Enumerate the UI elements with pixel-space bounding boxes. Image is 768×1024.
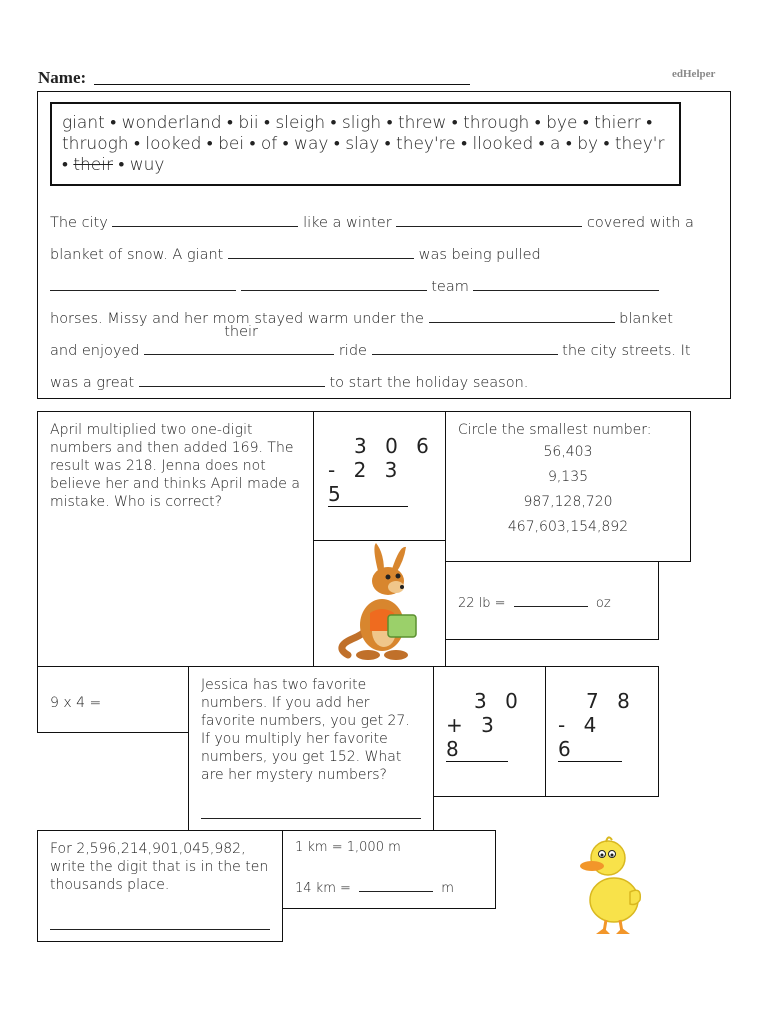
brand-label: edHelper xyxy=(672,68,716,80)
bullet-separator: • xyxy=(455,134,473,154)
place-value-text: For 2,596,214,901,045,982, write the digit that is in the ten thousands place. xyxy=(50,841,269,893)
place-value-box xyxy=(37,830,283,942)
bullet-separator: • xyxy=(325,113,342,133)
story-line: The city like a winter covered with a xyxy=(50,215,694,231)
addition-top: 3 0 xyxy=(474,689,524,713)
filled-answer: their xyxy=(224,324,259,340)
word-bank-word: slay xyxy=(345,134,380,154)
word-bank-text xyxy=(62,113,669,176)
word-bank-word: bye xyxy=(546,113,578,133)
blank[interactable] xyxy=(473,278,659,291)
smallest-number-box xyxy=(445,411,691,562)
kangaroo-image xyxy=(338,543,426,663)
story-text xyxy=(50,207,722,399)
addition-bottom: + 3 8 xyxy=(446,713,508,762)
answer-blank[interactable] xyxy=(359,879,433,892)
multiplication-problem: 9 x 4 = xyxy=(50,695,102,711)
subtraction-top: 3 0 6 xyxy=(354,434,435,458)
bullet-separator: • xyxy=(529,113,547,133)
bullet-separator: • xyxy=(560,134,578,154)
filled-blank[interactable] xyxy=(144,324,334,355)
word-bank-word: of xyxy=(260,134,278,154)
weight-conversion-box xyxy=(445,561,659,640)
word-bank-word: through xyxy=(463,113,530,133)
bullet-separator: • xyxy=(201,134,219,154)
bullet-separator: • xyxy=(381,113,398,133)
answer-line[interactable] xyxy=(50,929,270,930)
blank[interactable] xyxy=(372,342,558,355)
bullet-separator: • xyxy=(533,134,551,154)
km-fact: 1 km = 1,000 m xyxy=(295,840,401,855)
subtraction-box-1 xyxy=(313,411,446,541)
bullet-separator: • xyxy=(446,113,464,133)
weight-conversion: 22 lb = oz xyxy=(458,596,611,611)
bullet-separator: • xyxy=(104,113,122,133)
smallest-prompt: Circle the smallest number: xyxy=(458,422,652,438)
story-line: team xyxy=(50,271,722,303)
name-line[interactable] xyxy=(94,84,470,85)
subtraction-bottom: - 2 3 5 xyxy=(328,458,408,507)
word-bank-word: bei xyxy=(218,134,245,154)
story-line: blanket of snow. A giant was being pulled xyxy=(50,247,541,263)
number-option[interactable]: 987,128,720 xyxy=(523,494,613,510)
word-bank-word: llooked xyxy=(472,134,534,154)
bullet-separator: • xyxy=(258,113,276,133)
word-bank-word: giant xyxy=(62,113,105,133)
addition-box xyxy=(433,666,546,797)
april-problem-box xyxy=(37,411,314,667)
blank[interactable] xyxy=(112,214,298,227)
answer-line[interactable] xyxy=(201,818,421,819)
bullet-separator: • xyxy=(277,134,295,154)
jessica-problem-text: Jessica has two favorite numbers. If you add her favorite numbers, you get 27. If you multiply her favorite numbers, you get 152. What are her mystery numbers? xyxy=(201,677,410,783)
bullet-separator: • xyxy=(598,134,615,154)
bullet-separator: • xyxy=(640,113,653,133)
story-line: horses. Missy and her mom stayed warm under the blanket xyxy=(50,311,673,327)
word-bank-word: a xyxy=(550,134,561,154)
word-bank-word: they'r xyxy=(614,134,665,154)
name-label: Name: xyxy=(38,68,87,87)
bullet-separator: • xyxy=(112,155,130,175)
word-bank-word: wuy xyxy=(129,155,165,175)
distance-conversion-box xyxy=(282,830,496,909)
subtraction-bottom: - 4 6 xyxy=(558,713,622,762)
number-option[interactable]: 467,603,154,892 xyxy=(507,519,629,535)
blank[interactable] xyxy=(241,278,427,291)
blank[interactable] xyxy=(228,246,414,259)
bullet-separator: • xyxy=(221,113,239,133)
bullet-separator: • xyxy=(577,113,595,133)
story-section xyxy=(37,91,731,399)
blank[interactable] xyxy=(50,278,236,291)
word-bank-word: sleigh xyxy=(275,113,326,133)
word-bank-word: sligh xyxy=(341,113,382,133)
story-line: was a great to start the holiday season. xyxy=(50,375,529,391)
multiplication-box xyxy=(37,666,189,733)
jessica-problem-box xyxy=(188,666,434,831)
april-problem-text: April multiplied two one-digit numbers and then added 169. The result was 218. Jenna does not believe her and thinks April made a mistake. Who is correct? xyxy=(50,422,300,510)
blank[interactable] xyxy=(429,310,615,323)
subtraction-box-2 xyxy=(545,666,659,797)
word-bank-word: thierr xyxy=(594,113,641,133)
word-bank-word: wonderland xyxy=(121,113,222,133)
bullet-separator: • xyxy=(244,134,261,154)
bullet-separator: • xyxy=(62,155,74,175)
word-bank-word: their xyxy=(73,155,113,175)
blank[interactable] xyxy=(396,214,582,227)
word-bank-word: way xyxy=(294,134,329,154)
number-option[interactable]: 9,135 xyxy=(547,469,589,485)
word-bank-word: they're xyxy=(396,134,456,154)
word-bank-word: threw xyxy=(397,113,447,133)
bullet-separator: • xyxy=(379,134,397,154)
answer-blank[interactable] xyxy=(514,594,588,607)
word-bank-word: thruogh xyxy=(62,134,129,154)
word-bank-word: looked xyxy=(145,134,202,154)
bullet-separator: • xyxy=(128,134,146,154)
bullet-separator: • xyxy=(328,134,346,154)
word-bank-word: by xyxy=(577,134,599,154)
blank[interactable] xyxy=(139,374,325,387)
number-option[interactable]: 56,403 xyxy=(543,444,593,460)
duck-image xyxy=(578,834,646,938)
subtraction-top: 7 8 xyxy=(586,689,636,713)
story-line: and enjoyed their ride the city streets. It xyxy=(50,335,722,367)
word-bank-word: bii xyxy=(238,113,259,133)
kangaroo-box xyxy=(313,540,446,667)
km-conversion: 14 km = m xyxy=(295,881,454,896)
word-bank xyxy=(50,102,681,186)
